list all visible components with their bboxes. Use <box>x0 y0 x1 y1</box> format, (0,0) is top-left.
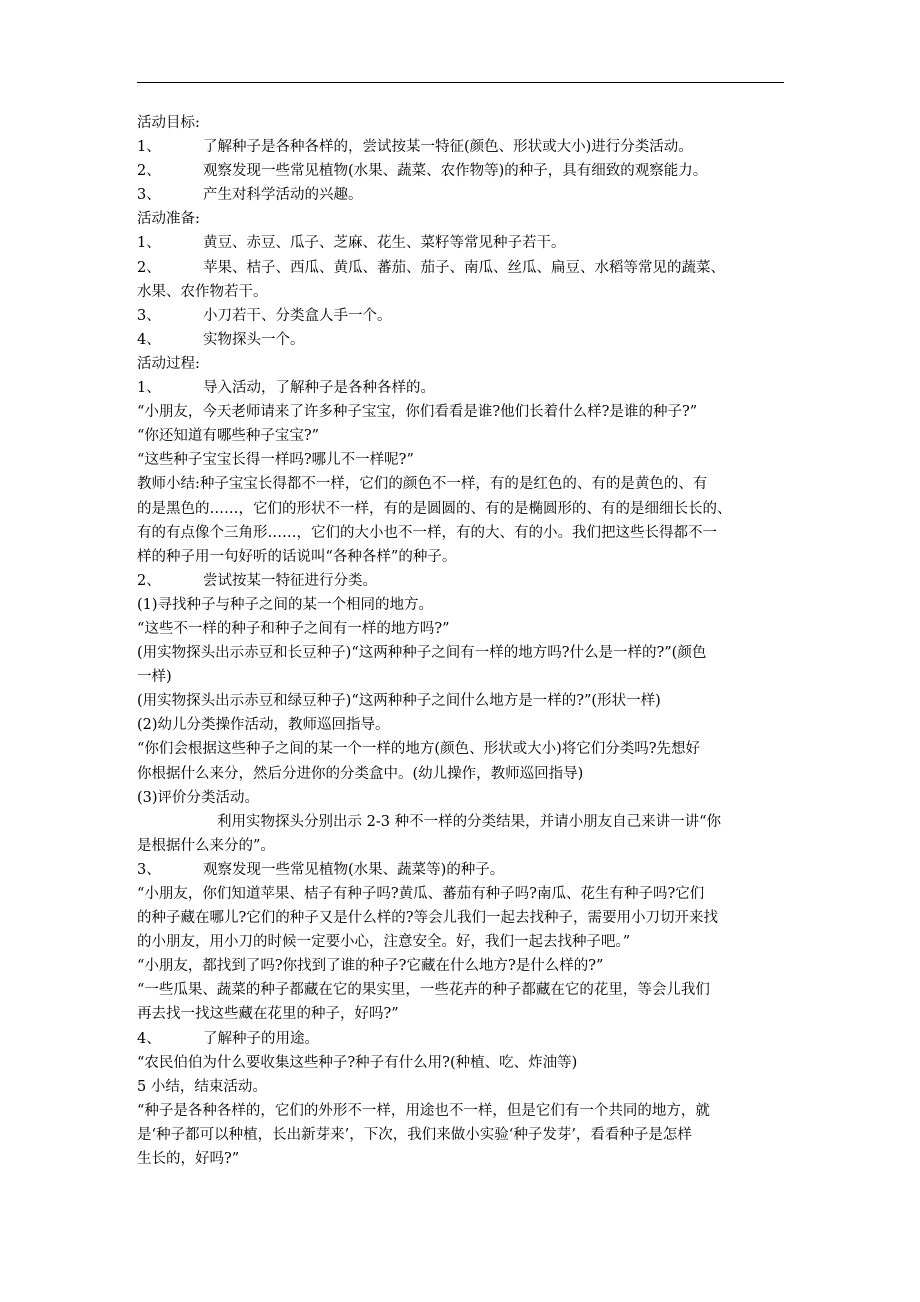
paragraph-line: 是‘种子都可以种植，长出新芽来’，下次，我们来做小实验‘种子发芽’，看看种子是怎样 <box>137 1126 692 1143</box>
paragraph-line: 的小朋友，用小刀的时候一定要小心，注意安全。好，我们一起去找种子吧。” <box>137 934 631 951</box>
paragraph-line: (用实物探头出示赤豆和绿豆种子)“这两种种子之间什么地方是一样的?”(形状一样) <box>137 693 661 710</box>
paragraph-line: (1)寻找种子与种子之间的某一个相同的地方。 <box>137 596 434 613</box>
goal-item: 3、 产生对科学活动的兴趣。 <box>137 187 363 204</box>
step-3-title: 3、 观察发现一些常见植物(水果、蔬菜等)的种子。 <box>137 861 505 878</box>
paragraph-line: “小朋友，你们知道苹果、桔子有种子吗?黄瓜、蕃茄有种子吗?南瓜、花生有种子吗?它们 <box>137 886 705 902</box>
goals-heading: 活动目标: <box>137 115 200 131</box>
document-body <box>137 111 790 1171</box>
paragraph-line: 一样) <box>137 669 172 686</box>
paragraph-line: “小朋友，都找到了吗?你找到了谁的种子?它藏在什么地方?是什么样的?” <box>137 958 604 975</box>
header-rule <box>137 82 784 83</box>
paragraph-line: 样的种子用一句好听的话说叫“各种各样”的种子。 <box>137 548 457 565</box>
paragraph-line: “这些不一样的种子和种子之间有一样的地方吗?” <box>137 620 450 637</box>
paragraph-line: “一些瓜果、蔬菜的种子都藏在它的果实里，一些花卉的种子都藏在它的花里，等会儿我们 <box>137 982 710 999</box>
paragraph-line: “你还知道有哪些种子宝宝?” <box>137 428 320 445</box>
process-heading: 活动过程: <box>137 355 200 372</box>
step-2-title: 2、 尝试按某一特征进行分类。 <box>137 572 377 589</box>
paragraph-line: “这些种子宝宝长得一样吗?哪儿不一样呢?” <box>137 452 414 469</box>
prep-item-continued: 水果、农作物若干。 <box>137 283 268 300</box>
paragraph-line: 是根据什么来分的”。 <box>137 837 275 854</box>
paragraph-line: 再去找一找这些藏在花里的种子，好吗?” <box>137 1006 399 1023</box>
prep-heading: 活动准备: <box>137 211 200 228</box>
paragraph-line: 5 小结，结束活动。 <box>137 1078 267 1095</box>
paragraph-line: 生长的，好吗?” <box>137 1151 240 1168</box>
goal-item: 1、 了解种子是各种各样的，尝试按某一特征(颜色、形状或大小)进行分类活动。 <box>137 139 693 156</box>
paragraph-line: “农民伯伯为什么要收集这些种子?种子有什么用?(种植、吃、炸油等) <box>137 1054 578 1071</box>
paragraph-line: 的种子藏在哪儿?它们的种子又是什么样的?等会儿我们一起去找种子，需要用小刀切开来找 <box>137 910 719 927</box>
step-1-title: 1、 导入活动，了解种子是各种各样的。 <box>137 380 435 397</box>
paragraph-line: (2)幼儿分类操作活动，教师巡回指导。 <box>137 717 390 734</box>
paragraph-line: 教师小结:种子宝宝长得都不一样，它们的颜色不一样，有的是红色的、有的是黄色的、有 <box>137 476 708 493</box>
prep-item: 3、 小刀若干、分类盒人手一个。 <box>137 307 392 324</box>
indented-paragraph-line: 利用实物探头分别出示 2-3 种不一样的分类结果，并请小朋友自己来讲一讲“你 <box>217 813 721 830</box>
prep-item: 1、 黄豆、赤豆、瓜子、芝麻、花生、菜籽等常见种子若干。 <box>137 235 566 252</box>
paragraph-line: 有的有点像个三角形……，它们的大小也不一样，有的大、有的小。我们把这些长得都不一 <box>137 524 717 541</box>
paragraph-line: “种子是各种各样的，它们的外形不一样，用途也不一样，但是它们有一个共同的地方，就 <box>137 1102 710 1119</box>
paragraph-line: “小朋友，今天老师请来了许多种子宝宝，你们看看是谁?他们长着什么样?是谁的种子?” <box>137 404 698 421</box>
paragraph-line: 的是黑色的……，它们的形状不一样，有的是圆圆的、有的是椭圆形的、有的是细细长长的、 <box>137 500 732 517</box>
prep-item: 4、 实物探头一个。 <box>137 331 305 348</box>
paragraph-line: (3)评价分类活动。 <box>137 789 260 806</box>
paragraph-line: 你根据什么来分，然后分进你的分类盒中。(幼儿操作，教师巡回指导) <box>137 765 584 782</box>
paragraph-line: “你们会根据这些种子之间的某一个一样的地方(颜色、形状或大小)将它们分类吗?先想好 <box>137 741 700 758</box>
step-4-title: 4、 了解种子的用途。 <box>137 1030 319 1047</box>
prep-item: 2、 苹果、桔子、西瓜、黄瓜、蕃茄、茄子、南瓜、丝瓜、扁豆、水稻等常见的蔬菜、 <box>137 259 725 276</box>
paragraph-line: (用实物探头出示赤豆和长豆种子)“这两种种子之间有一样的地方吗?什么是一样的?”(颜色 <box>137 645 707 662</box>
goal-item: 2、 观察发现一些常见植物(水果、蔬菜、农作物等)的种子，具有细致的观察能力。 <box>137 163 708 180</box>
